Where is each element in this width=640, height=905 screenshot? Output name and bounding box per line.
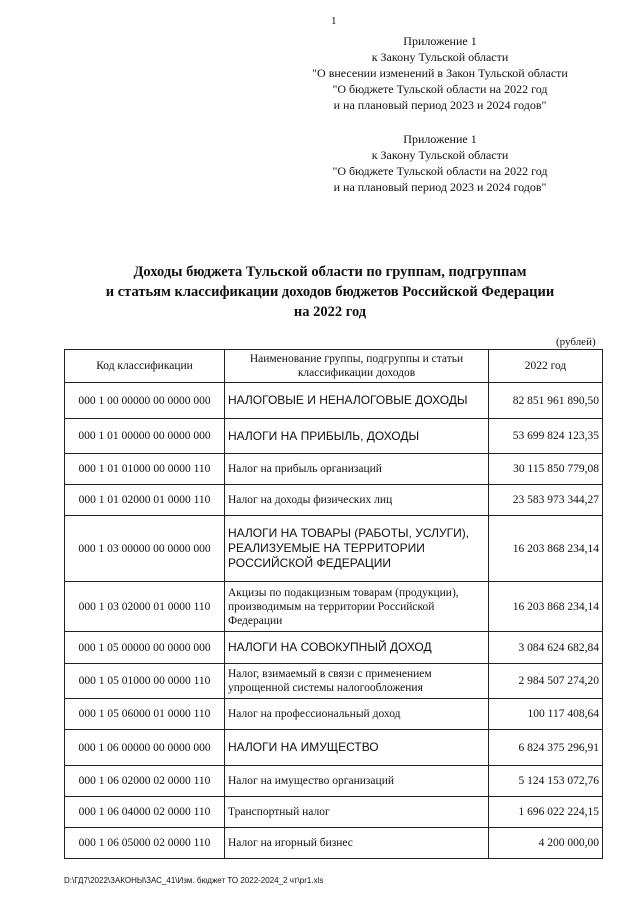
table-row	[65, 485, 603, 516]
revenue-table	[64, 349, 603, 859]
table-row	[65, 582, 603, 632]
cell-name: НАЛОГИ НА СОВОКУПНЫЙ ДОХОД	[225, 632, 489, 664]
table-row	[65, 730, 603, 766]
table-row	[65, 516, 603, 582]
cell-code: 000 1 01 00000 00 0000 000	[65, 419, 225, 454]
title-line: на 2022 год	[293, 304, 367, 320]
appendix-line: Приложение 1	[403, 34, 477, 48]
table-row	[65, 454, 603, 485]
cell-name: Акцизы по подакцизным товарам (продукции), производимым на территории Российской Федерации	[225, 582, 489, 632]
cell-value: 4 200 000,00	[489, 828, 603, 859]
cell-code: 000 1 06 00000 00 0000 000	[65, 730, 225, 766]
title-line: и статьям классификации доходов бюджетов Российской Федерации	[105, 284, 555, 300]
cell-value: 30 115 850 779,08	[489, 454, 603, 485]
cell-code: 000 1 00 00000 00 0000 000	[65, 383, 225, 419]
table-row	[65, 828, 603, 859]
table-body	[65, 383, 603, 859]
cell-name: НАЛОГИ НА ИМУЩЕСТВО	[225, 730, 489, 766]
cell-name: НАЛОГОВЫЕ И НЕНАЛОГОВЫЕ ДОХОДЫ	[225, 383, 489, 419]
footer-file-path: D:\ГД7\2022\ЗАКОНЫ\ЗАС_41\Изм. бюджет ТО 2022-2024_2 чт\pr1.xls	[64, 876, 324, 885]
table-row	[65, 766, 603, 797]
cell-code: 000 1 03 02000 01 0000 110	[65, 582, 225, 632]
appendix-original-law	[290, 131, 590, 195]
cell-name: Налог на имущество организаций	[225, 766, 489, 797]
cell-code: 000 1 06 04000 02 0000 110	[65, 797, 225, 828]
appendix-line: и на плановый период 2023 и 2024 годов"	[333, 180, 547, 194]
cell-name: Налог на доходы физических лиц	[225, 485, 489, 516]
cell-name: Налог на игорный бизнес	[225, 828, 489, 859]
table-header-row	[65, 350, 603, 383]
cell-code: 000 1 05 06000 01 0000 110	[65, 699, 225, 730]
units-label: (рублей)	[556, 336, 596, 348]
table-row	[65, 664, 603, 699]
appendix-line: Приложение 1	[403, 132, 477, 146]
cell-value: 2 984 507 274,20	[489, 664, 603, 699]
cell-name: Налог на прибыль организаций	[225, 454, 489, 485]
appendix-current-amendment	[290, 33, 590, 113]
appendix-line: "О бюджете Тульской области на 2022 год	[332, 82, 548, 96]
cell-value: 16 203 868 234,14	[489, 582, 603, 632]
document-title	[40, 262, 620, 322]
table-row	[65, 632, 603, 664]
appendix-line: к Закону Тульской области	[371, 50, 509, 64]
page-number: 1	[331, 15, 337, 27]
cell-code: 000 1 03 00000 00 0000 000	[65, 516, 225, 582]
cell-value: 16 203 868 234,14	[489, 516, 603, 582]
appendix-line: к Закону Тульской области	[371, 148, 509, 162]
cell-value: 3 084 624 682,84	[489, 632, 603, 664]
cell-name: Налог, взимаемый в связи с применением упрощенной системы налогообложения	[225, 664, 489, 699]
cell-value: 1 696 022 224,15	[489, 797, 603, 828]
cell-value: 5 124 153 072,76	[489, 766, 603, 797]
cell-code: 000 1 01 02000 01 0000 110	[65, 485, 225, 516]
header-value: 2022 год	[489, 350, 603, 383]
cell-code: 000 1 06 05000 02 0000 110	[65, 828, 225, 859]
table-row	[65, 699, 603, 730]
appendix-line: "О бюджете Тульской области на 2022 год	[332, 164, 548, 178]
appendix-line: "О внесении изменений в Закон Тульской области	[312, 66, 568, 80]
header-name: Наименование группы, подгруппы и статьи классификации доходов	[225, 350, 489, 383]
cell-code: 000 1 05 01000 00 0000 110	[65, 664, 225, 699]
cell-name: Транспортный налог	[225, 797, 489, 828]
table-row	[65, 797, 603, 828]
cell-code: 000 1 06 02000 02 0000 110	[65, 766, 225, 797]
cell-code: 000 1 01 01000 00 0000 110	[65, 454, 225, 485]
cell-value: 6 824 375 296,91	[489, 730, 603, 766]
header-code: Код классификации	[65, 350, 225, 383]
title-line: Доходы бюджета Тульской области по группам, подгруппам	[133, 264, 527, 280]
cell-value: 53 699 824 123,35	[489, 419, 603, 454]
cell-name: Налог на профессиональный доход	[225, 699, 489, 730]
cell-code: 000 1 05 00000 00 0000 000	[65, 632, 225, 664]
cell-value: 100 117 408,64	[489, 699, 603, 730]
table-row	[65, 383, 603, 419]
appendix-line: и на плановый период 2023 и 2024 годов"	[333, 98, 547, 112]
cell-name: НАЛОГИ НА ТОВАРЫ (РАБОТЫ, УСЛУГИ), РЕАЛИЗУЕМЫЕ НА ТЕРРИТОРИИ РОССИЙСКОЙ ФЕДЕРАЦИИ	[225, 516, 489, 582]
table-row	[65, 419, 603, 454]
cell-name: НАЛОГИ НА ПРИБЫЛЬ, ДОХОДЫ	[225, 419, 489, 454]
cell-value: 82 851 961 890,50	[489, 383, 603, 419]
cell-value: 23 583 973 344,27	[489, 485, 603, 516]
